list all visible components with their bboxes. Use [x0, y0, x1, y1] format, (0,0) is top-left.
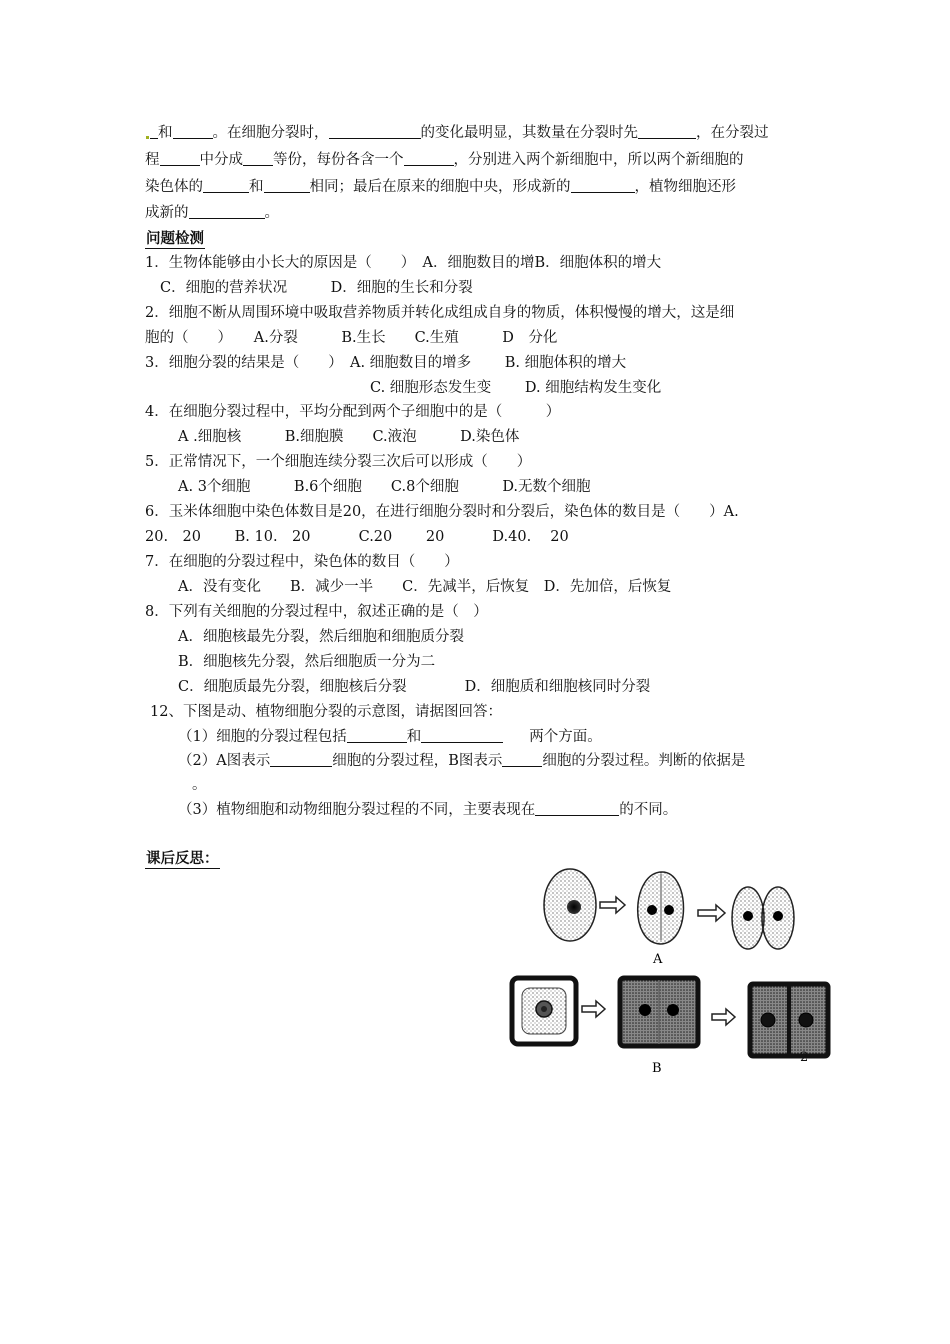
q5-stem: 5．正常情况下，一个细胞连续分裂三次后可以形成（ ） — [145, 454, 532, 470]
section-heading: 问题检测 — [146, 231, 204, 247]
blank[interactable] — [203, 178, 249, 193]
q4-stem: 4．在细胞分裂过程中，平均分配到两个子细胞中的是（ ） — [145, 404, 561, 420]
q3-stem: 3．细胞分裂的结果是（ ） A. 细胞数目的增多 B. 细胞体积的增大 — [145, 355, 627, 371]
intro-line-4 — [145, 204, 279, 222]
q1-options: C．细胞的营养状况 D．细胞的生长和分裂 — [160, 280, 473, 296]
arrow-icon — [582, 1001, 605, 1017]
cell-division-figure — [500, 860, 840, 1080]
blank[interactable] — [535, 801, 619, 816]
blank[interactable] — [189, 204, 265, 219]
blank[interactable] — [173, 124, 213, 139]
q8-option-a: A．细胞核最先分裂，然后细胞和细胞质分裂 — [178, 629, 464, 645]
text: ，在分裂过 — [696, 125, 769, 141]
text: 相同；最后在原来的细胞中央，形成新的 — [309, 179, 571, 195]
animal-cell-2 — [638, 872, 684, 944]
text: 和 — [158, 125, 173, 141]
q2-line-2: 胞的（ ） A.分裂 B.生长 C.生殖 D 分化 — [145, 330, 558, 346]
text: 。在细胞分裂时， — [212, 125, 329, 141]
text: 的不同。 — [619, 802, 678, 818]
text: （2）A图表示 — [178, 753, 271, 769]
blank[interactable] — [264, 178, 310, 193]
q8-option-b: B．细胞核先分裂，然后细胞质一分为二 — [178, 654, 436, 670]
q7-options: A．没有变化 B．减少一半 C．先减半，后恢复 D．先加倍，后恢复 — [178, 579, 672, 595]
blank[interactable] — [329, 124, 421, 139]
blank[interactable] — [347, 728, 407, 743]
animal-cell-3 — [732, 887, 794, 949]
figure-label-a: A — [653, 952, 663, 967]
text: 染色体的 — [145, 179, 203, 195]
q5-options: A. 3个细胞 B.6个细胞 C.8个细胞 D.无数个细胞 — [178, 479, 591, 495]
q12-part-3 — [178, 801, 677, 819]
intro-line-1 — [145, 124, 769, 142]
q7-stem: 7．在细胞的分裂过程中，染色体的数目（ ） — [145, 554, 459, 570]
text: ，分别进入两个新细胞中，所以两个新细胞的 — [453, 152, 744, 168]
section-check-title — [145, 230, 205, 249]
arrow-icon — [712, 1009, 735, 1025]
animal-cell-1 — [544, 869, 596, 941]
plant-cell-1 — [512, 978, 576, 1044]
blank[interactable] — [270, 752, 332, 767]
text: 中分成 — [199, 152, 243, 168]
blank[interactable] — [404, 151, 454, 166]
text: 两个方面。 — [529, 729, 602, 745]
q3-options: C. 细胞形态发生变 D. 细胞结构发生变化 — [370, 380, 662, 396]
q2-line-1: 2．细胞不断从周围环境中吸取营养物质并转化成组成自身的物质，体积慢慢的增大，这是细 — [145, 305, 735, 321]
text: 程 — [145, 152, 160, 168]
plant-cell-3 — [750, 984, 828, 1056]
q12-part-2 — [178, 752, 745, 770]
text: ，植物细胞还形 — [634, 179, 736, 195]
text: 细胞的分裂过程，B图表示 — [332, 753, 503, 769]
arrow-icon — [600, 897, 625, 913]
section-reflect-title — [145, 850, 220, 869]
page-number: 2 — [800, 1050, 809, 1065]
text: 和 — [406, 729, 422, 745]
mark — [146, 136, 149, 139]
q12-part-2b: 。 — [192, 777, 207, 793]
text: 成新的 — [145, 205, 189, 221]
text: 。 — [264, 205, 279, 221]
text: 和 — [249, 179, 264, 195]
blank[interactable] — [502, 752, 542, 767]
q12-part-1 — [178, 728, 602, 746]
text: （3）植物细胞和动物细胞分裂过程的不同，主要表现在 — [178, 802, 536, 818]
blank[interactable] — [571, 178, 635, 193]
blank[interactable] — [421, 728, 503, 743]
intro-line-3 — [145, 178, 736, 196]
text: 细胞的分裂过程。判断的依据是 — [542, 753, 746, 769]
plant-cell-2 — [620, 978, 698, 1046]
q1-stem: 1．生物体能够由小长大的原因是（ ） A．细胞数目的增B．细胞体积的增大 — [145, 255, 662, 271]
text: 的变化最明显，其数量在分裂时先 — [420, 125, 638, 141]
blank[interactable] — [638, 124, 696, 139]
q8-option-cd: C．细胞质最先分裂，细胞核后分裂 D．细胞质和细胞核同时分裂 — [178, 679, 651, 695]
q6-line-1: 6．玉米体细胞中染色体数目是20，在进行细胞分裂时和分裂后，染色体的数目是（ ）A. — [145, 504, 739, 520]
intro-line-2 — [145, 151, 744, 169]
q4-options: A .细胞核 B.细胞膜 C.液泡 D.染色体 — [178, 429, 520, 445]
section-heading: 课后反思： — [146, 851, 219, 867]
q8-stem: 8．下列有关细胞的分裂过程中，叙述正确的是（ ） — [145, 604, 488, 620]
text: 等份，每份各含一个 — [273, 152, 404, 168]
blank[interactable] — [243, 151, 273, 166]
q6-line-2: 20. 20 B. 10. 20 C.20 20 D.40. 20 — [145, 529, 569, 545]
q12-stem: 12、下图是动、植物细胞分裂的示意图，请据图回答： — [150, 704, 502, 720]
figure-label-b: B — [652, 1061, 662, 1076]
text: （1）细胞的分裂过程包括 — [178, 729, 347, 745]
arrow-icon — [698, 905, 725, 921]
blank[interactable] — [160, 151, 200, 166]
